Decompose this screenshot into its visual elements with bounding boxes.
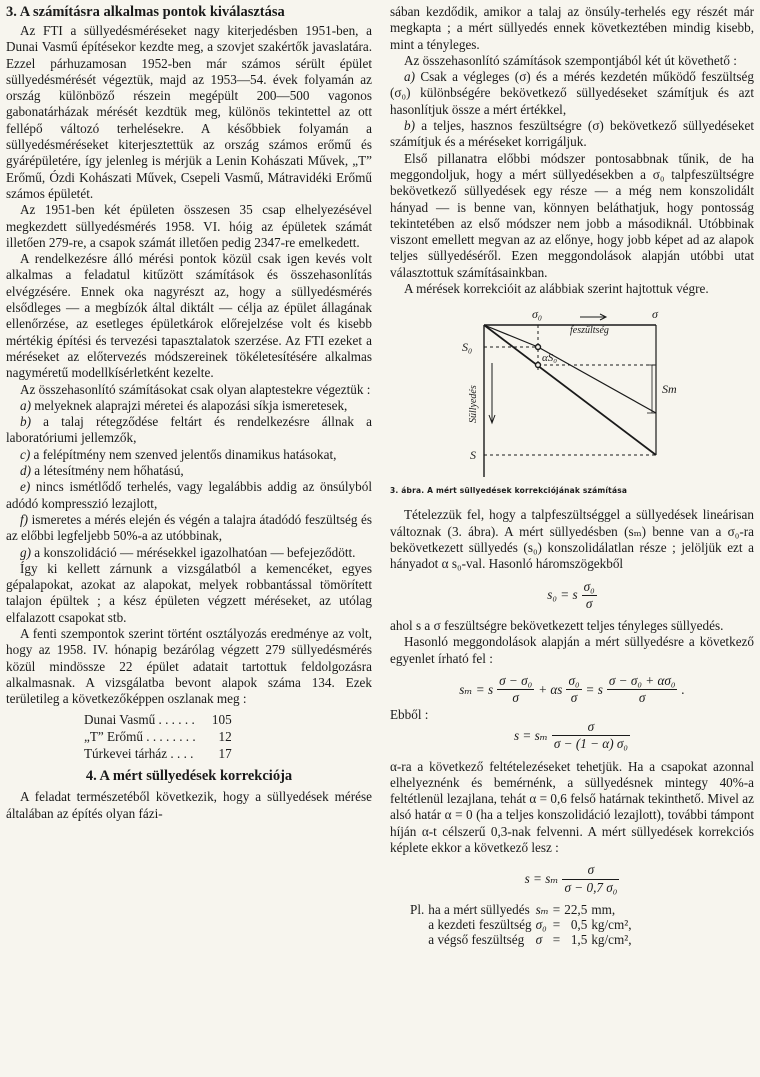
paragraph: A rendelkezésre álló mérési pontok közül csak igen kevés volt alkalmas a feladatul kitűzött számítások és összehasonlítás elvégzésére. Ennek oka nagyrészt az, hogy a süllyedésmérés elsődleges — a megbízók által diktált — célja az épület állagának ellenőrzése, az esetleges épületkárok előrejelzése volt és kisebb mértékig építési és tervezési tapasztalatok szerzése. Az FTI ezeket a méréseket az előtervezés módszereinek tökéletesítésére alkalmas nagyméretű modellkísérletként kezelte. (6, 251, 372, 381)
table-row (410, 917, 636, 932)
table-row (84, 745, 238, 762)
condition-b: b) a talaj rétegződése feltárt és rendelkezésre állnak a laboratóriumi jellemzők, (6, 414, 372, 446)
cell (410, 917, 428, 932)
cell: sₘ (535, 901, 549, 917)
formula-1: s₀ = s $\frac{\text{σ₀}}{\sigma}$ (547, 578, 595, 611)
condition-g: g) a konszolidáció — mérésekkel igazolhatóan — befejeződött. (20, 544, 356, 560)
alpha-s0-label: αS₀ (542, 352, 558, 365)
paragraph: Az összehasonlító számítások szempontjából két út követhető : (404, 52, 737, 68)
condition-c: c) a felépítmény nem szenved jelentős dinamikus hatásokat, (20, 446, 337, 462)
cell: σ₀ (535, 916, 547, 932)
paragraph: Tételezzük fel, hogy a talpfeszültséggel a süllyedések lineárisan változnak (3. ábra). A mért süllyedésben (sₘ) benne van a σ₀-ra bekövetkezett süllyedés (s₀) konszolidálatlan része ; jelöljük ezt a hányadot α s₀-val. Hasonló háromszögekből (390, 507, 754, 572)
example-table (410, 902, 636, 947)
condition-f: f) ismeretes a mérés elején és végén a talajra átadódó feszültség és az előbbi legfeljebb 50%-a az utóbbinak, (6, 511, 372, 544)
cell: a végső feszültség (428, 931, 525, 947)
s-label: S (470, 448, 476, 463)
paragraph: A fenti szempontok szerint történt osztályozás eredménye az volt, hogy az 1958. IV. hónapig bezárólag végzett 279 süllyedésmérés közül mindössze 22 épület adatait tartottuk feldolgozásra alkalmasnak. A vizsgálatba bevont alapok száma 134. Ezek területileg a következőképpen oszlanak meg : (6, 625, 372, 707)
sigma-label: σ (652, 307, 658, 322)
cell: = (552, 901, 561, 917)
stress-axis-label: feszültség (570, 325, 609, 337)
paragraph: Az összehasonlító számításokat csak olyan alaptestekre végeztük : (20, 381, 371, 397)
cell: kg/cm², (591, 931, 632, 947)
cell: = (552, 931, 561, 947)
paragraph: A feladat természetéből következik, hogy a süllyedések mérése általában az építés olyan fázi- (6, 789, 372, 821)
paragraph: ahol s a σ feszültségre bekövetkezett teljes tényleges süllyedés. (390, 618, 724, 634)
paragraph: A mérések korrekcióit az alábbiak szerint hajtottuk végre. (404, 281, 709, 297)
formula-3: s = sₘ $\frac{\sigma}{\text{σ − (1 − α) σ₀}}$ (513, 718, 629, 752)
section-heading-4: 4. A mért süllyedések korrekciója (85, 768, 293, 785)
sm-label: Sm (662, 382, 677, 397)
paragraph: Így ki kellett zárnunk a vizsgálatból a kemencéket, egyes gépalapokat, azokat az alapokat, melyek robbantással tömörített talajon épültek ; a kész épületen végzett méréseket, az utólag elfalazott csapokat stb. (6, 560, 372, 625)
formula-2: sₘ = s $\frac{\text{σ − σ₀}}{\sigma}$ + αs $\frac{\text{σ₀}}{\sigma}$ = s $\frac{\text{σ − σ₀ + ασ₀}}{\sigma}$ . (459, 673, 685, 706)
site-name: „T” Erőmű . . . . . . . . (84, 729, 196, 745)
method-b: b) a teljes, hasznos feszültségre (σ) bekövetkező süllyedéseket számítjuk és a méréseket korrigáljuk. (390, 118, 754, 150)
condition-e: e) nincs ismétlődő terhelés, vagy legalábbis addig az önsúlyból adódó kompresszió lezajlott, (6, 479, 372, 511)
table-row (84, 728, 238, 745)
left-column (6, 4, 372, 822)
cell: ha a mért süllyedés (428, 901, 530, 917)
cell: 0,5 (570, 916, 588, 932)
paragraph: Az 1951-ben két épületen összesen 35 csap elhelyezésével megkezdett süllyedésmérés 1958. VI. hóig az épületek számát illetően 279-re, a csapok számát illetően pedig 2347-re emelkedett. (6, 202, 372, 250)
cell (410, 932, 428, 947)
cell: = (552, 916, 561, 932)
settlement-line (484, 325, 656, 455)
table-row (410, 902, 636, 917)
cell: kg/cm², (591, 916, 632, 932)
paragraph: sában kezdődik, amikor a talaj az önsúly-terhelés egy részét már megkapta ; a mért süllyedés ennek következtében mindig kisebb, mint a tényleges. (390, 4, 754, 52)
cell: 1,5 (570, 931, 588, 947)
condition-a: a) melyeknek alaprajzi méretei és alapozási síkja ismeretesek, (20, 397, 348, 413)
table-row (84, 711, 238, 728)
paragraph: Az FTI a süllyedésméréseket nagy kiterjedésben 1951-ben, a Dunai Vasmű építésekor kezdte meg, a szovjet szakértők javaslatára. Ezzel párhuzamosan 1952-ben már számos sérült épület süllyedésmérését végeztük, majd az 1953—54. évek folyamán az ország különböző részein megépült 200—500 vagonos gabonatárházak mérését kezdtük meg, különös tekintettel az ott fellépő változó terhelésekre. A későbbiek folyamán a süllyedésméréseket kiterjesztettük az ország számos erőmű és gyárépületére, így jelenleg is mérjük a Lenin Kohászati Művek, „T” Erőmű, Ózdi Kohászati Művek, Csepeli Vasmű, Mátravidéki Erőmű számos épületét. (6, 23, 372, 201)
method-a: a) Csak a végleges (σ) és a mérés kezdetén működő feszültség (σ₀) különbségére bekövetkező süllyedéseket számítjuk és azt hasonlítjuk össze a mért értékkel, (390, 69, 754, 117)
cell: a kezdeti feszültség (428, 916, 532, 932)
cell: σ (535, 931, 543, 947)
correction-diagram (390, 303, 754, 481)
formula-4: s = sₘ $\frac{\sigma}{\text{σ − 0,7 σ₀}}$ (524, 862, 618, 895)
paragraph: α-ra a következő feltételezéseket tehetjük. Ha a csapokat azonnal elhelyeznénk és bemérnénk, a süllyedésnek mintegy 40%-a feltétlenül lezajlana, tehát α = 0,6 felső határnak tekinthető. Mivel az alsó határ α = 0 (ha a teljes konszolidáció lezajlott), további támpont híján α-t célszerű 0,3-nak felvenni. A mért süllyedések korrekciós képlete ekkor a következő lesz : (390, 758, 754, 855)
condition-d: d) a létesítmény nem hőhatású, (20, 463, 184, 479)
paragraph: Hasonló meggondolások alapján a mért süllyedésre a következő egyenlet írható fel : (390, 634, 754, 666)
site-count: 12 (218, 729, 232, 745)
ebbol-label: Ebből : (390, 706, 429, 722)
site-name: Túrkevei tárház . . . . (84, 746, 194, 762)
site-name: Dunai Vasmű . . . . . . (84, 712, 195, 728)
section-heading-3: 3. A számításra alkalmas pontok kiválasztása (6, 4, 285, 20)
settlement-axis-label: Süllyedés (468, 385, 479, 424)
cell: Pl. (410, 901, 425, 917)
figure-3 (390, 303, 754, 571)
sigma0-label: σ₀ (532, 307, 543, 322)
s0-label: S₀ (462, 340, 473, 355)
site-count: 17 (218, 746, 232, 762)
cell: 22,5 (564, 901, 588, 917)
paragraph: Első pillanatra előbbi módszer pontosabbnak tűnik, de ha meggondoljuk, hogy a mért süllyedésekben a σ₀ talpfeszültségre bekövetkező süllyedések egy része — a még nem konszolidált hányad — is benne van, könnyen beláthatjuk, hogy pontosság tekintetében az első módszer nem jobb a másodiknál. Utóbbinak viszont emellett megvan az az előnye, hogy jobb képet ad az alapok teljes süllyedéséről. Ezen meggondolások alapján utóbbi utat választottuk számításainkban. (390, 150, 754, 280)
cell: mm, (591, 901, 616, 917)
right-column (390, 4, 754, 947)
site-count: 105 (211, 712, 232, 728)
table-row (410, 932, 636, 947)
figure-caption: 3. ábra. A mért süllyedések korrekciójának számítása (390, 486, 628, 496)
distribution-table (84, 711, 238, 762)
